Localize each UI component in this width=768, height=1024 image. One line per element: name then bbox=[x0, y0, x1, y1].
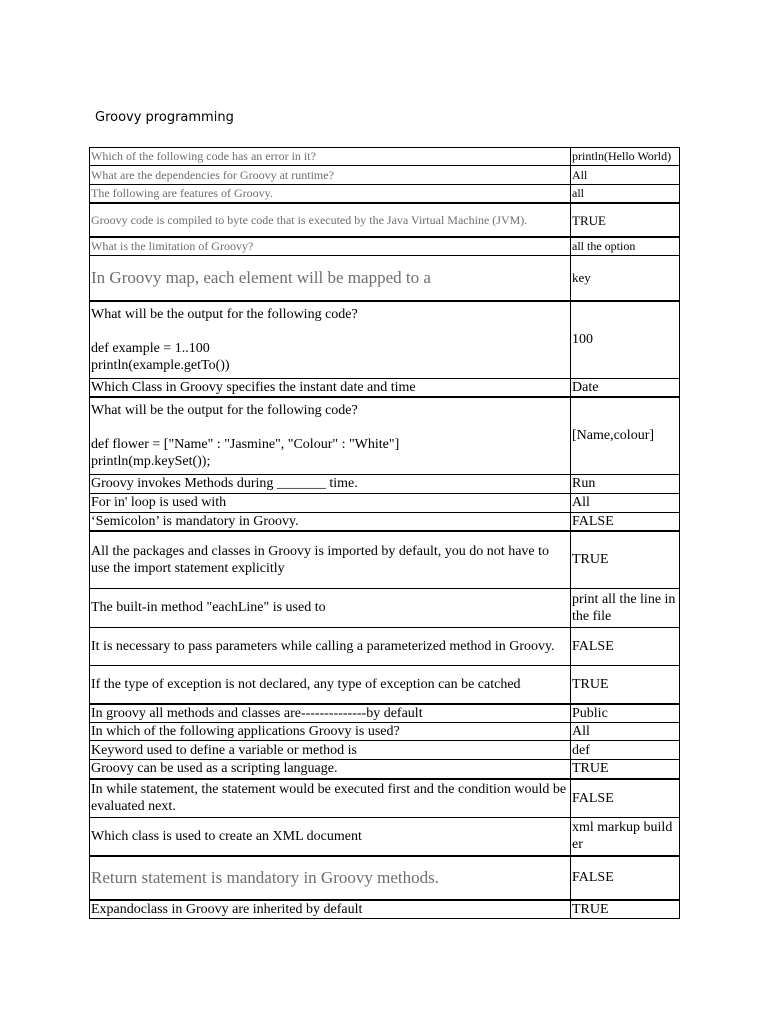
answer-cell: print all the line in the file bbox=[571, 588, 680, 627]
answer-cell: Run bbox=[571, 474, 680, 493]
table-row bbox=[90, 818, 680, 856]
table-row bbox=[90, 237, 680, 256]
table-row bbox=[90, 474, 680, 493]
question-cell: In while statement, the statement would be executed first and the condition would be evaluated next. bbox=[90, 779, 571, 818]
table-row bbox=[90, 588, 680, 627]
answer-cell: all the option bbox=[571, 237, 680, 256]
table-row bbox=[90, 256, 680, 301]
question-cell: The built-in method "eachLine" is used to bbox=[90, 588, 571, 627]
question-cell: It is necessary to pass parameters while calling a parameterized method in Groovy. bbox=[90, 627, 571, 665]
table-row bbox=[90, 379, 680, 398]
question-cell: Keyword used to define a variable or method is bbox=[90, 741, 571, 760]
answer-cell: TRUE bbox=[571, 760, 680, 779]
answer-cell: FALSE bbox=[571, 856, 680, 900]
answer-cell: All bbox=[571, 723, 680, 741]
question-cell: Groovy code is compiled to byte code that is executed by the Java Virtual Machine (JVM). bbox=[90, 203, 571, 237]
table-row bbox=[90, 203, 680, 237]
question-cell: For in' loop is used with bbox=[90, 493, 571, 512]
answer-cell: all bbox=[571, 185, 680, 204]
answer-cell: FALSE bbox=[571, 779, 680, 818]
question-cell: Groovy can be used as a scripting language. bbox=[90, 760, 571, 779]
question-cell: What is the limitation of Groovy? bbox=[90, 237, 571, 256]
answer-cell: TRUE bbox=[571, 665, 680, 704]
question-cell: ‘Semicolon’ is mandatory in Groovy. bbox=[90, 512, 571, 531]
table-row bbox=[90, 185, 680, 204]
table-row bbox=[90, 704, 680, 723]
table-row bbox=[90, 900, 680, 919]
answer-cell: 100 bbox=[571, 301, 680, 379]
answer-cell: Date bbox=[571, 379, 680, 398]
table-row bbox=[90, 493, 680, 512]
answer-cell: TRUE bbox=[571, 531, 680, 588]
table-row bbox=[90, 627, 680, 665]
question-cell: Which of the following code has an error in it? bbox=[90, 148, 571, 166]
answer-cell: TRUE bbox=[571, 900, 680, 919]
question-cell: What will be the output for the following code? def flower = ["Name" : "Jasmine", "Colour" : "White"] println(mp.keySet()); bbox=[90, 397, 571, 474]
answer-cell: [Name,colour] bbox=[571, 397, 680, 474]
question-cell: Expandoclass in Groovy are inherited by default bbox=[90, 900, 571, 919]
table-row bbox=[90, 723, 680, 741]
table-row bbox=[90, 166, 680, 185]
question-cell: The following are features of Groovy. bbox=[90, 185, 571, 204]
answer-cell: All bbox=[571, 493, 680, 512]
question-cell: Return statement is mandatory in Groovy methods. bbox=[90, 856, 571, 900]
answer-cell: All bbox=[571, 166, 680, 185]
table-row bbox=[90, 531, 680, 588]
answer-cell: println(Hello World) bbox=[571, 148, 680, 166]
question-cell: Which class is used to create an XML document bbox=[90, 818, 571, 856]
qa-table bbox=[89, 147, 680, 919]
answer-cell: FALSE bbox=[571, 627, 680, 665]
answer-cell: TRUE bbox=[571, 203, 680, 237]
answer-cell: FALSE bbox=[571, 512, 680, 531]
table-row bbox=[90, 779, 680, 818]
table-row bbox=[90, 148, 680, 166]
table-row bbox=[90, 741, 680, 760]
table-row bbox=[90, 512, 680, 531]
answer-cell: xml markup builder bbox=[571, 818, 680, 856]
question-cell: All the packages and classes in Groovy is imported by default, you do not have to use the import statement explicitly bbox=[90, 531, 571, 588]
question-cell: What will be the output for the following code? def example = 1..100 println(example.getTo()) bbox=[90, 301, 571, 379]
table-row bbox=[90, 397, 680, 474]
question-cell: In Groovy map, each element will be mapped to a bbox=[90, 256, 571, 301]
table-row bbox=[90, 760, 680, 779]
question-cell: Groovy invokes Methods during _______ time. bbox=[90, 474, 571, 493]
table-row bbox=[90, 665, 680, 704]
question-cell: In groovy all methods and classes are--------------by default bbox=[90, 704, 571, 723]
answer-cell: key bbox=[571, 256, 680, 301]
table-row bbox=[90, 856, 680, 900]
document-title: Groovy programming bbox=[95, 110, 234, 125]
question-cell: What are the dependencies for Groovy at runtime? bbox=[90, 166, 571, 185]
question-cell: In which of the following applications Groovy is used? bbox=[90, 723, 571, 741]
question-cell: If the type of exception is not declared, any type of exception can be catched bbox=[90, 665, 571, 704]
question-cell: Which Class in Groovy specifies the instant date and time bbox=[90, 379, 571, 398]
answer-cell: Public bbox=[571, 704, 680, 723]
answer-cell: def bbox=[571, 741, 680, 760]
table-row bbox=[90, 301, 680, 379]
